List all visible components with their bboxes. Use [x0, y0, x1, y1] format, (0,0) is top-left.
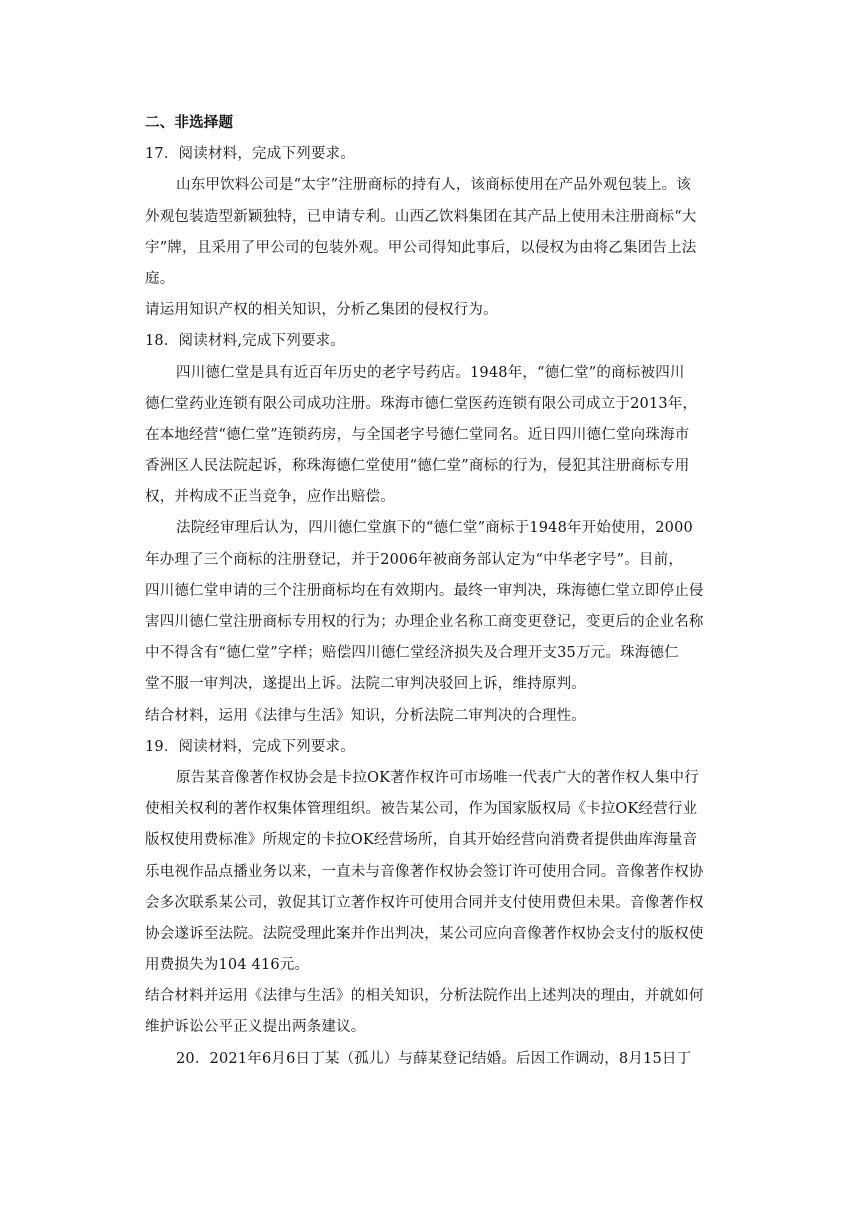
question-17-task: 请运用知识产权的相关知识，分析乙集团的侵权行为。	[145, 302, 498, 319]
question-19-prompt: 19．阅读材料，完成下列要求。	[145, 738, 355, 755]
question-18-material-line: 四川德仁堂是具有近百年历史的老字号药店。1948年，“德仁堂”的商标被四川	[176, 364, 685, 381]
question-18-material-line: 堂不服一审判决，遂提出上诉。法院二审判决驳回上诉，维持原判。	[145, 676, 586, 693]
question-17-material-line: 外观包装造型新颖独特，已申请专利。山西乙饮料集团在其产品上使用未注册商标“大	[145, 208, 697, 225]
question-18-material-line: 权，并构成不正当竞争，应作出赔偿。	[145, 489, 395, 506]
question-18-material-line: 在本地经营“德仁堂”连锁药房，与全国老字号德仁堂同名。近日四川德仁堂向珠海市	[145, 426, 690, 443]
question-18-material-line: 德仁堂药业连锁有限公司成功注册。珠海市德仁堂医药连锁有限公司成立于2013年，	[145, 395, 698, 412]
question-18-prompt: 18．阅读材料,完成下列要求。	[145, 333, 346, 350]
question-19-material-line: 乐电视作品点播业务以来，一直未与音像著作权协会签订许可使用合同。音像著作权协	[145, 863, 704, 880]
question-17-material-line: 庭。	[145, 270, 175, 287]
question-19-material-line: 使相关权利的著作权集体管理组织。被告某公司，作为国家版权局《卡拉OK经营行业	[145, 801, 698, 818]
section-heading: 二、非选择题	[145, 115, 234, 131]
question-19-task-line: 维护诉讼公平正义提出两条建议。	[145, 1019, 366, 1036]
question-18-task: 结合材料，运用《法律与生活》知识，分析法院二审判决的合理性。	[145, 707, 586, 724]
question-18-material-line: 害四川德仁堂注册商标专用权的行为；办理企业名称工商变更登记，变更后的企业名称	[145, 614, 704, 630]
question-19-material-line: 协会遂诉至法院。法院受理此案并作出判决，某公司应向音像著作权协会支付的版权使	[145, 925, 704, 942]
question-17-prompt: 17．阅读材料，完成下列要求。	[145, 146, 355, 163]
question-18-material-line: 香洲区人民法院起诉，称珠海德仁堂使用“德仁堂”商标的行为，侵犯其注册商标专用	[145, 458, 690, 475]
question-19-material-line: 版权使用费标准》所规定的卡拉OK经营场所，自其开始经营向消费者提供曲库海量音	[145, 832, 698, 849]
document-content	[145, 108, 717, 1075]
question-18-material-line: 法院经审理后认为，四川德仁堂旗下的“德仁堂”商标于1948年开始使用，2000	[176, 520, 693, 537]
question-19-task-line: 结合材料并运用《法律与生活》的相关知识，分析法院作出上述判决的理由，并就如何	[145, 988, 704, 1005]
question-18-material-line: 四川德仁堂申请的三个注册商标均在有效期内。最终一审判决，珠海德仁堂立即停止侵	[145, 582, 704, 599]
question-19-material-line: 原告某音像著作权协会是卡拉OK著作权许可市场唯一代表广大的著作权人集中行	[176, 769, 699, 786]
question-17-material-line: 宇”牌，且采用了甲公司的包装外观。甲公司得知此事后，以侵权为由将乙集团告上法	[145, 239, 697, 256]
question-20-prompt: 20．2021年6月6日丁某（孤儿）与薛某登记结婚。后因工作调动，8月15日丁	[176, 1050, 692, 1067]
question-18-material-line: 中不得含有“德仁堂”字样；赔偿四川德仁堂经济损失及合理开支35万元。珠海德仁	[145, 645, 679, 662]
question-18-material-line: 年办理了三个商标的注册登记，并于2006年被商务部认定为“中华老字号”。目前，	[145, 551, 684, 568]
question-19-material-line: 会多次联系某公司，敦促其订立著作权许可使用合同并支付使用费但未果。音像著作权	[145, 894, 704, 911]
question-19-material-line: 用费损失为104 416元。	[145, 957, 310, 974]
question-17-material-line: 山东甲饮料公司是“太宇”注册商标的持有人，该商标使用在产品外观包装上。该	[176, 177, 692, 194]
